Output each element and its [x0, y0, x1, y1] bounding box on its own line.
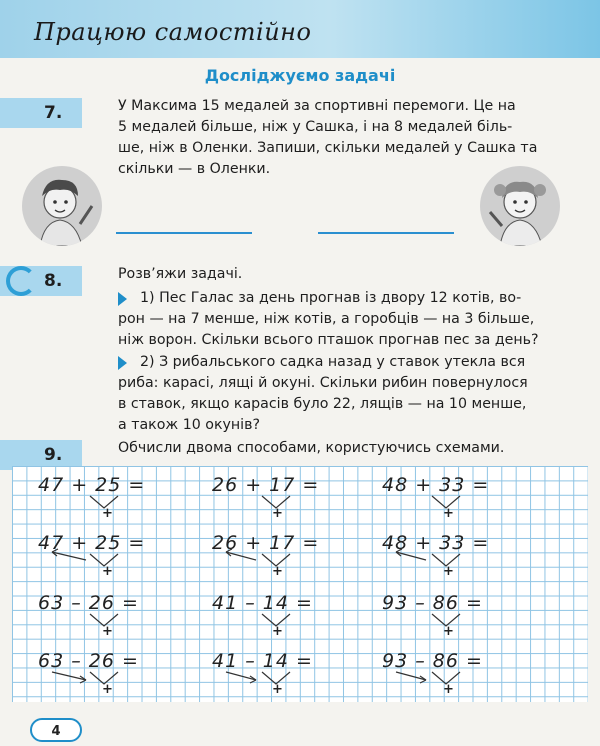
exercise-expression: 47 + 25 =: [38, 474, 146, 496]
scheme-plus: +: [272, 564, 283, 579]
task-7-line: ше, ніж в Оленки. Запиши, скільки медалей у Сашка та: [118, 140, 538, 156]
scheme-plus: +: [102, 682, 113, 697]
scheme-plus: +: [272, 506, 283, 521]
task-7-line: 5 медалей більше, ніж у Сашка, і на 8 медалей біль-: [118, 119, 513, 135]
task-9-text: Обчисли двома способами, користуючись схемами.: [118, 440, 505, 456]
exercise-expression: 26 + 17 =: [212, 532, 320, 554]
exercise-expression: 63 – 26 =: [38, 650, 139, 672]
task-8-intro: Розв’яжи задачі.: [118, 266, 243, 282]
exercise-expression: 93 – 86 =: [382, 592, 483, 614]
scheme-plus: +: [102, 564, 113, 579]
scheme-plus: +: [102, 506, 113, 521]
task-7-number: 7.: [0, 98, 82, 128]
exercise-expression: 47 + 25 =: [38, 532, 146, 554]
problem-1-line: 1) Пес Галас за день прогнав із двору 12 котів, во-: [140, 290, 522, 306]
scheme-plus: +: [272, 682, 283, 697]
problem-2-line: риба: карасі, лящі й окуні. Скільки рибин повернулося: [118, 375, 528, 391]
exercise-expression: 41 – 14 =: [212, 650, 313, 672]
problem-1-line: ніж ворон. Скільки всього пташок прогнав пес за день?: [118, 332, 539, 348]
problem-2-line: а також 10 окунів?: [118, 417, 261, 433]
problem-2-line: 2) З рибальського садка назад у ставок утекла вся: [140, 354, 526, 370]
scheme-plus: +: [443, 506, 454, 521]
task-8-number: 8.: [0, 266, 82, 296]
scheme-plus: +: [102, 624, 113, 639]
scheme-plus: +: [443, 564, 454, 579]
exercise-expression: 48 + 33 =: [382, 532, 490, 554]
problem-1-line: рон — на 7 менше, ніж котів, а горобців — на 3 більше,: [118, 311, 535, 327]
problem-2-line: в ставок, якщо карасів було 22, лящів — на 10 менше,: [118, 396, 527, 412]
task-7-line: скільки — в Оленки.: [118, 161, 271, 177]
page-number: 4: [30, 718, 82, 742]
scheme-plus: +: [443, 624, 454, 639]
task-7-line: У Максима 15 медалей за спортивні перемоги. Це на: [118, 98, 516, 114]
exercise-expression: 41 – 14 =: [212, 592, 313, 614]
exercise-expression: 48 + 33 =: [382, 474, 490, 496]
header-title: Працюю самостійно: [34, 18, 312, 46]
scheme-plus: +: [272, 624, 283, 639]
exercise-expression: 93 – 86 =: [382, 650, 483, 672]
task-9-number: 9.: [0, 440, 82, 470]
exercise-expression: 26 + 17 =: [212, 474, 320, 496]
scheme-plus: +: [443, 682, 454, 697]
exercise-expression: 63 – 26 =: [38, 592, 139, 614]
section-title: Досліджуємо задачі: [204, 66, 396, 85]
